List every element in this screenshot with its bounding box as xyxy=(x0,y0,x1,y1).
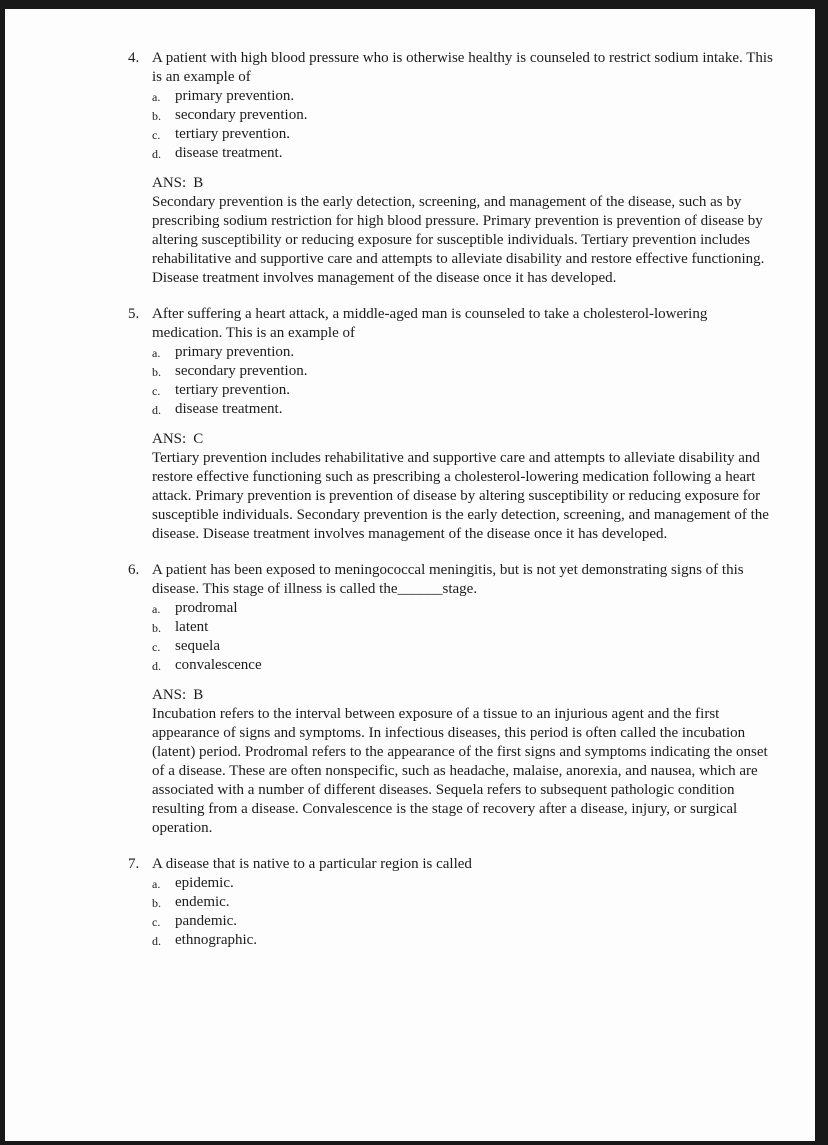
option-row xyxy=(152,87,778,106)
answer-label: ANS: xyxy=(152,175,187,191)
answer-letter: B xyxy=(193,687,204,703)
option-letter: d. xyxy=(152,403,161,417)
option-row xyxy=(152,931,778,950)
option-text: secondary prevention. xyxy=(175,363,308,379)
option-text: primary prevention. xyxy=(175,344,295,360)
answer-letter: B xyxy=(193,175,204,191)
question-number: 4. xyxy=(128,50,140,66)
option-row xyxy=(152,144,778,163)
answer-explanation: Tertiary prevention includes rehabilitative and supportive care and attempts to alleviate disability and restore effective functioning such as prescribing a cholesterol-lowering medication following a heart attack. Primary prevention is prevention of disease by altering susceptibility or reducing exposure for susceptible individuals. Secondary prevention is the early detection, screening, and management of the disease. Disease treatment involves management of the disease once it has developed. xyxy=(152,450,769,542)
option-text: disease treatment. xyxy=(175,401,283,417)
answer-section xyxy=(152,430,778,544)
option-letter: b. xyxy=(152,896,161,910)
option-text: convalescence xyxy=(175,657,262,673)
answer-label: ANS: xyxy=(152,687,187,703)
option-text: latent xyxy=(175,619,209,635)
question-stem: A patient has been exposed to meningococcal meningitis, but is not yet demonstrating signs of this disease. This stage of illness is called the______stage. xyxy=(152,562,744,597)
option-text: tertiary prevention. xyxy=(175,382,290,398)
answer-label: ANS: xyxy=(152,431,187,447)
question-stem: A patient with high blood pressure who is otherwise healthy is counseled to restrict sodium intake. This is an example of xyxy=(152,50,773,85)
option-letter: b. xyxy=(152,621,161,635)
option-letter: b. xyxy=(152,109,161,123)
option-letter: a. xyxy=(152,90,161,104)
option-row xyxy=(152,599,778,618)
question-number: 5. xyxy=(128,306,140,322)
option-text: primary prevention. xyxy=(175,88,295,104)
option-row xyxy=(152,343,778,362)
answer-line xyxy=(152,686,778,705)
option-letter: d. xyxy=(152,659,161,673)
option-letter: c. xyxy=(152,128,161,142)
option-text: ethnographic. xyxy=(175,932,258,948)
option-text: epidemic. xyxy=(175,875,234,891)
option-letter: d. xyxy=(152,934,161,948)
question-block xyxy=(128,855,778,950)
option-text: secondary prevention. xyxy=(175,107,308,123)
answer-letter: C xyxy=(193,431,204,447)
answer-explanation: Incubation refers to the interval between exposure of a tissue to an injurious agent and the first appearance of signs and symptoms. In infectious diseases, this period is often called the incubation (latent) period. Prodromal refers to the appearance of the first signs and symptoms indicating the onset of a disease. These are often nonspecific, such as headache, malaise, anorexia, and nausea, which are associated with a number of different diseases. Sequela refers to subsequent pathologic condition resulting from a disease. Convalescence is the stage of recovery after a disease, injury, or surgical operation. xyxy=(152,706,768,836)
option-row xyxy=(152,362,778,381)
question-head xyxy=(128,49,778,87)
option-row xyxy=(152,893,778,912)
option-row xyxy=(152,106,778,125)
option-row xyxy=(152,637,778,656)
question-block xyxy=(128,305,778,544)
answer-line xyxy=(152,174,778,193)
answer-section xyxy=(152,174,778,288)
question-stem: A disease that is native to a particular region is called xyxy=(152,856,472,872)
question-stem: After suffering a heart attack, a middle-aged man is counseled to take a cholesterol-lowering medication. This is an example of xyxy=(152,306,708,341)
answer-line xyxy=(152,430,778,449)
option-text: pandemic. xyxy=(175,913,238,929)
option-letter: c. xyxy=(152,384,161,398)
option-row xyxy=(152,656,778,675)
questions-content xyxy=(5,9,778,950)
option-text: disease treatment. xyxy=(175,145,283,161)
options-list xyxy=(152,874,778,950)
option-letter: a. xyxy=(152,346,161,360)
document-page xyxy=(5,9,815,1141)
options-list xyxy=(152,599,778,675)
option-text: tertiary prevention. xyxy=(175,126,290,142)
option-text: endemic. xyxy=(175,894,230,910)
answer-explanation: Secondary prevention is the early detection, screening, and management of the disease, such as by prescribing sodium restriction for high blood pressure. Primary prevention is prevention of disease by altering susceptibility or reducing exposure for susceptible individuals. Tertiary prevention includes rehabilitative and supportive care and attempts to alleviate disability and restore effective functioning. Disease treatment involves management of the disease once it has developed. xyxy=(152,194,765,286)
option-letter: c. xyxy=(152,640,161,654)
option-letter: a. xyxy=(152,602,161,616)
option-letter: d. xyxy=(152,147,161,161)
question-head xyxy=(128,305,778,343)
options-list xyxy=(152,87,778,163)
option-row xyxy=(152,618,778,637)
option-row xyxy=(152,874,778,893)
option-text: prodromal xyxy=(175,600,238,616)
option-row xyxy=(152,912,778,931)
question-number: 7. xyxy=(128,856,140,872)
options-list xyxy=(152,343,778,419)
option-letter: a. xyxy=(152,877,161,891)
question-head xyxy=(128,855,778,874)
option-letter: b. xyxy=(152,365,161,379)
question-block xyxy=(128,49,778,288)
option-row xyxy=(152,381,778,400)
option-letter: c. xyxy=(152,915,161,929)
answer-section xyxy=(152,686,778,838)
question-head xyxy=(128,561,778,599)
option-text: sequela xyxy=(175,638,220,654)
option-row xyxy=(152,400,778,419)
question-number: 6. xyxy=(128,562,140,578)
question-block xyxy=(128,561,778,838)
option-row xyxy=(152,125,778,144)
